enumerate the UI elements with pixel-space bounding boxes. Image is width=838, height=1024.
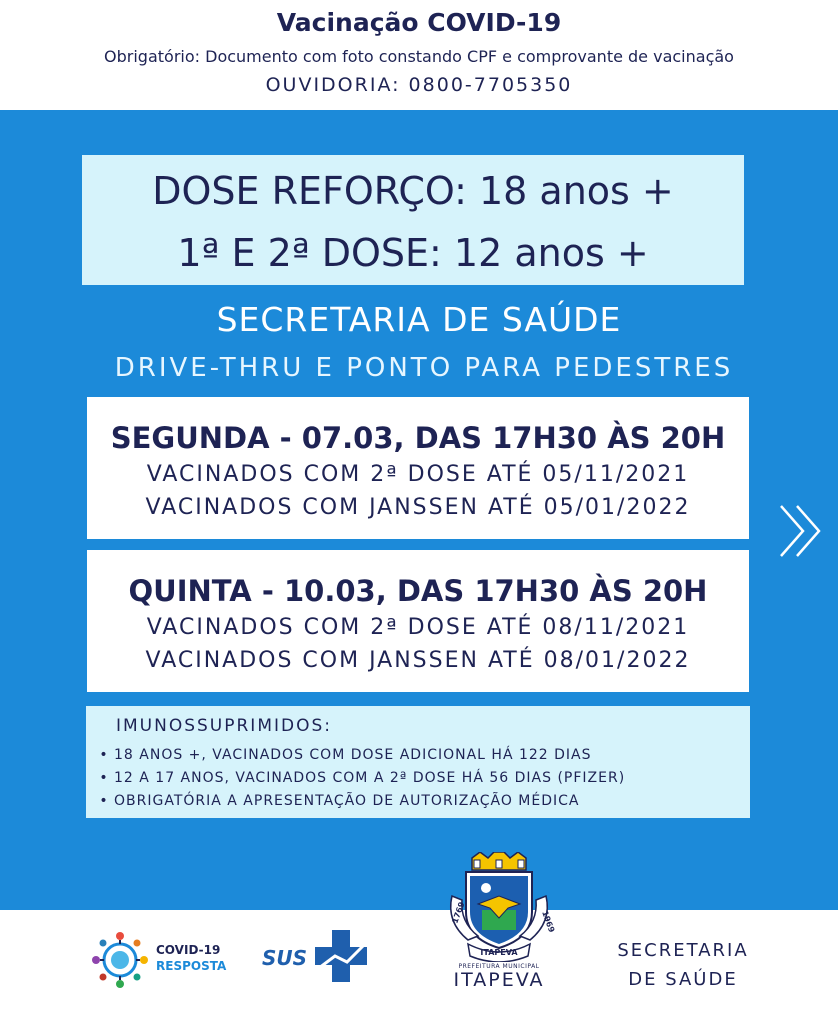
crest-ribbon-text: ITAPEVA — [480, 948, 518, 957]
municipal-crest-icon — [438, 852, 560, 962]
covid-virus-icon — [90, 930, 150, 990]
list-item-text: 12 A 17 ANOS, VACINADOS COM A 2ª DOSE HÁ 56 DIAS (PFIZER) — [114, 770, 626, 786]
schedule-line: VACINADOS COM JANSSEN ATÉ 08/01/2022 — [145, 648, 691, 673]
ouvidoria-phone: OUVIDORIA: 0800-7705350 — [265, 74, 573, 96]
covid-resposta-logo — [156, 942, 226, 974]
page-title: Vacinação COVID-19 — [276, 8, 562, 37]
schedule-line: VACINADOS COM 2ª DOSE ATÉ 05/11/2021 — [146, 462, 690, 487]
schedule-line: VACINADOS COM JANSSEN ATÉ 05/01/2022 — [145, 495, 691, 520]
crest-year-left: 1769 — [450, 900, 467, 925]
city-name: ITAPEVA — [453, 969, 545, 991]
immuno-title: IMUNOSSUPRIMIDOS: — [116, 716, 332, 736]
immuno-list — [94, 744, 625, 813]
double-chevron-right-icon[interactable] — [777, 502, 827, 560]
saude-line: DE SAÚDE — [628, 969, 738, 990]
booster-dose-text: DOSE REFORÇO: 18 anos + — [152, 169, 674, 213]
health-cross-icon — [313, 928, 369, 984]
first-second-dose-text: 1ª E 2ª DOSE: 12 anos + — [177, 231, 649, 275]
schedule-title: SEGUNDA - 07.03, DAS 17H30 ÀS 20H — [110, 421, 726, 455]
schedule-title: QUINTA - 10.03, DAS 17H30 ÀS 20H — [128, 574, 708, 608]
resposta-label: RESPOSTA — [156, 959, 227, 973]
secretaria-line: SECRETARIA — [617, 940, 749, 961]
list-item-text: OBRIGATÓRIA A APRESENTAÇÃO DE AUTORIZAÇÃO MÉDICA — [114, 793, 580, 809]
list-item-text: 18 ANOS +, VACINADOS COM DOSE ADICIONAL HÁ 122 DIAS — [114, 747, 592, 763]
secretaria-heading: SECRETARIA DE SAÚDE — [216, 300, 622, 339]
crest-year-right: 1969 — [540, 909, 557, 934]
list-item — [94, 767, 625, 790]
header — [0, 0, 838, 110]
schedule-card-thursday — [87, 550, 749, 692]
secretaria-footer — [600, 936, 766, 994]
prefeitura-label: PREFEITURA MUNICIPAL — [458, 963, 540, 970]
drive-thru-text: DRIVE-THRU E PONTO PARA PEDESTRES — [114, 353, 734, 383]
sus-label: SUS — [262, 946, 308, 970]
covid-label: COVID-19 — [156, 943, 221, 957]
bullet-icon: • — [99, 793, 109, 809]
bullet-icon: • — [99, 770, 109, 786]
requirement-text: Obrigatório: Documento com foto constando CPF e comprovante de vacinação — [104, 47, 734, 66]
schedule-card-monday — [87, 397, 749, 539]
bullet-icon: • — [99, 747, 109, 763]
dose-banner — [82, 155, 744, 285]
list-item — [94, 744, 625, 767]
schedule-line: VACINADOS COM 2ª DOSE ATÉ 08/11/2021 — [146, 615, 690, 640]
immunosuppressed-box — [86, 706, 750, 818]
list-item — [94, 790, 625, 813]
